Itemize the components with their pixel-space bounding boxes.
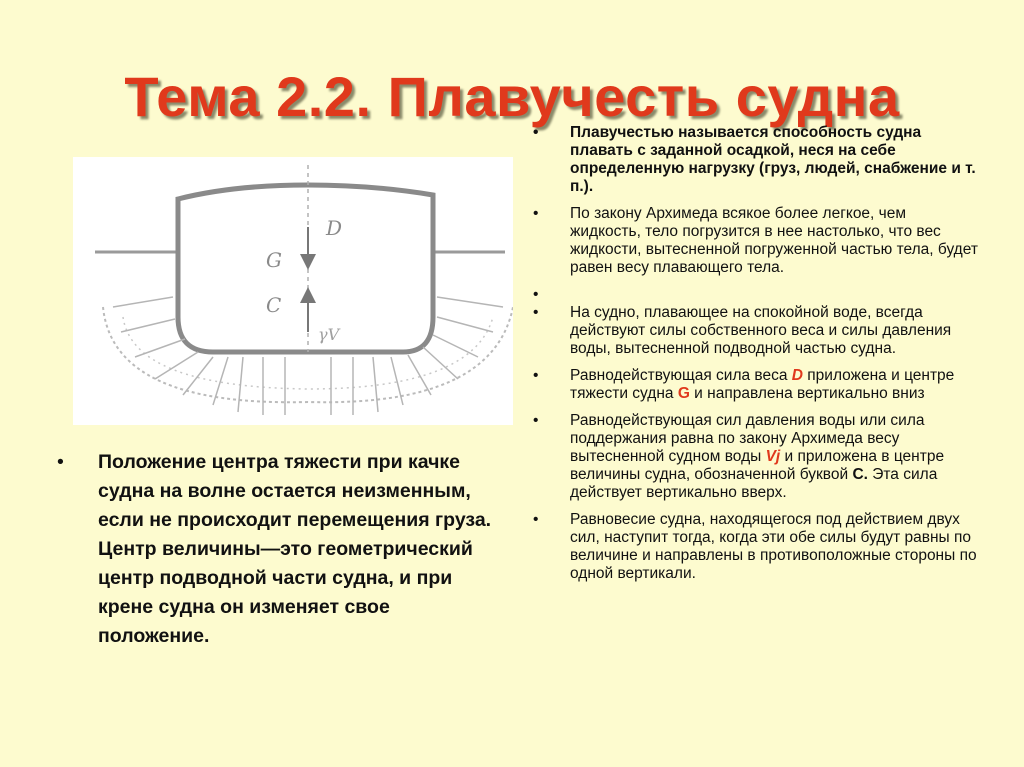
b5-pre: Равнодействующая сила веса xyxy=(570,367,792,384)
slide-title: Тема 2.2. Плавучесть судна xyxy=(124,65,900,128)
bullet-buoyancy-definition: • Плавучестью называется способность судна плавать с заданной осадкой, неся на себе определенную нагрузку (груз, людей, снабжение и т. п.). xyxy=(528,124,978,196)
b5-mid: приложена и центре тяжести судна xyxy=(570,367,955,402)
right-bullet-list xyxy=(528,124,978,592)
b6-post: Эта сила действует вертикально вверх. xyxy=(570,466,938,501)
label-gamma-v: γV xyxy=(318,325,340,344)
bullet-archimedes-law: • По закону Архимеда всякое более легкое, чем жидкость, тело погрузится в нее настолько, что вес жидкости, вытесненной погруженной частью тела, будет равен весу плавающего тела. xyxy=(528,205,978,277)
bullet-weight-resultant xyxy=(528,367,978,403)
hull-diagram xyxy=(73,157,513,425)
bullet-equilibrium: • Равновесие судна, находящегося под действием двух сил, наступит тогда, когда эти обе силы будут равны по величине и направлены в противоположные стороны по одной вертикали. xyxy=(528,511,978,583)
b6-c-symbol: С. xyxy=(852,466,868,483)
b5-d-symbol: D xyxy=(791,367,803,384)
bullet-empty xyxy=(528,286,978,304)
left-bullet-center-of-gravity: • Положение центра тяжести при качке судна на волне остается неизменным, если не происходит перемещения груза. Центр величины—это геометрический центр подводной части судна, и при крене судна он изменяет свое положение. xyxy=(57,448,497,651)
b5-g-symbol: G xyxy=(677,385,690,402)
label-g: G xyxy=(266,248,282,272)
b6-pre: Равнодействующая сил давления воды или сила поддержания равна по закону Архимеда весу вытесненной судном воды xyxy=(570,412,925,465)
b5-post: и направлена вертикально вниз xyxy=(689,385,925,402)
label-d: D xyxy=(326,216,343,240)
left-bullet-list xyxy=(57,448,497,651)
bullet-forces-on-ship: • На судно, плавающее на спокойной воде, всегда действуют силы собственного веса и силы давления воды, вытесненной подводной частью судна. xyxy=(528,304,978,358)
hull-outline xyxy=(178,185,433,352)
ship-cross-section-figure xyxy=(73,157,513,425)
label-c: C xyxy=(266,293,282,317)
b6-v-symbol: Vj xyxy=(765,448,781,465)
b6-mid: и приложена в центре величины судна, обозначенной буквой xyxy=(570,448,945,483)
bullet-buoyancy-resultant xyxy=(528,412,978,502)
